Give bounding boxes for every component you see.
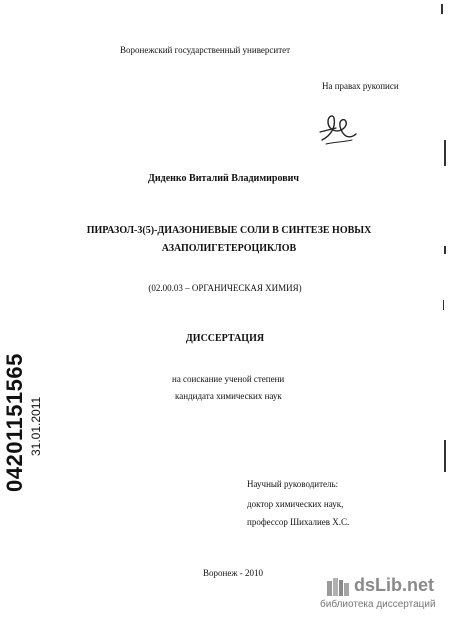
author-name: Диденко Виталий Владимирович xyxy=(148,173,300,184)
university-name: Воронежский государственный университет xyxy=(120,45,291,55)
manuscript-rights: На правах рукописи xyxy=(322,81,399,91)
supervisor-name: профессор Шихалиев Х.С. xyxy=(247,517,350,527)
scan-mark xyxy=(444,140,446,166)
scan-mark xyxy=(441,4,443,14)
watermark-name: dsLib.net xyxy=(354,575,434,595)
scan-mark xyxy=(444,440,446,472)
archive-number-stamp: 04201151565 xyxy=(2,353,27,492)
supervisor-label: Научный руководитель: xyxy=(247,479,339,489)
watermark-subtitle: библиотека диссертаций xyxy=(320,599,436,610)
document-type: ДИССЕРТАЦИЯ xyxy=(185,333,265,344)
thesis-title-line-1: ПИРАЗОЛ-3(5)-ДИАЗОНИЕВЫЕ СОЛИ В СИНТЕЗЕ НОВЫХ xyxy=(86,225,372,236)
handwritten-signature xyxy=(316,110,360,146)
degree-line-1: на соискание ученой степени xyxy=(172,374,285,384)
degree-line-2: кандидата химических наук xyxy=(175,391,282,401)
books-icon xyxy=(326,577,350,597)
archive-date-stamp: 31.01.2011 xyxy=(29,396,43,456)
thesis-title-line-2: АЗАПОЛИГЕТЕРОЦИКЛОВ xyxy=(161,243,297,254)
supervisor-degree: доктор химических наук, xyxy=(247,499,344,509)
city-year: Воронеж - 2010 xyxy=(203,568,264,578)
dslib-watermark xyxy=(320,575,448,615)
scan-mark xyxy=(443,300,444,310)
specialty-code: (02.00.03 – ОРГАНИЧЕСКАЯ ХИМИЯ) xyxy=(148,283,302,293)
scan-mark xyxy=(444,246,446,254)
